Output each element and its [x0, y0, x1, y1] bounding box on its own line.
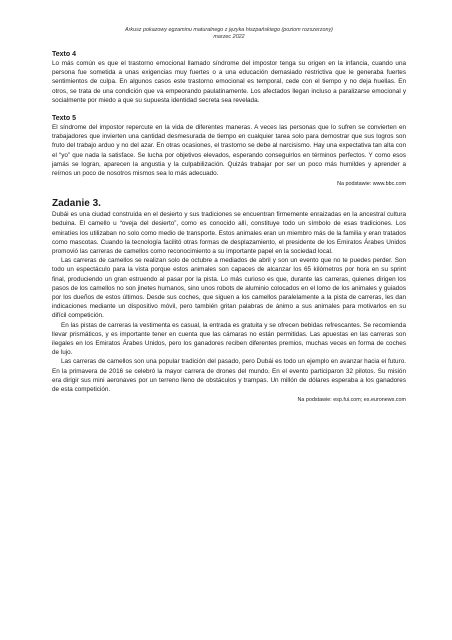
texto-5-section — [52, 114, 406, 188]
zadanie-paragraph-1: Dubái es una ciudad construida en el desierto y sus tradiciones se encuentran firmemente enraizadas en la ancestral cultura beduina. El camello u “oveja del desierto”, como es conocido allí, constituye todo un símbolo de esas tradiciones. Los emiratíes los utilizaban no solo como medio de transporte. Estos animales eran un miembro más de la familia y eran tratados como mascotas. Cuando la tecnología facilitó otras formas de desplazamiento, el presidente de los Emiratos Árabes Unidos promovió las carreras de camellos como reconocimiento a su importante papel en la sociedad local. — [52, 211, 406, 256]
zadanie-source: Na podstawie: esp.fui.com; es.euronews.com — [297, 397, 406, 404]
texto-5-source: Na podstawie: www.bbc.com — [337, 181, 406, 188]
texto-5-label: Texto 5 — [52, 115, 76, 123]
zadanie-title: Zadanie 3. — [52, 198, 101, 210]
zadanie-paragraph-3: En las pistas de carreras la vestimenta es casual, la entrada es gratuita y se ofrecen bebidas refrescantes. Se recomienda llevar prismáticos, y es importante tener en cuenta que las cámaras no están permitidas. Las apuestas en las carreras son ilegales en los Emiratos Árabes Unidos, pero los ganadores reciben diferentes premios, muchas veces en forma de coches de lujo. — [52, 321, 406, 357]
header-date: marzec 2022 — [213, 34, 245, 40]
document-page — [52, 0, 406, 404]
header-exam-title: Arkusz pokazowy egzaminu maturalnego z języka hiszpańskiego (poziom rozszerzony) — [125, 27, 333, 33]
texto-4-label: Texto 4 — [52, 51, 76, 58]
zadanie-text — [52, 210, 406, 394]
texto-5-body: El síndrome del impostor repercute en la vida de diferentes maneras. A veces las personas que lo sufren se convierten en trabajadores que invierten una cantidad desmesurada de tiempo en cualquier tarea solo para demostrar que sus logros son fruto del trabajo arduo y no del azar. En otras ocasiones, el trastorno se debe al narcisismo. Hay una expectativa tan alta con el “yo” que nada la satisface. Se lucha por objetivos elevados, esperando conseguirlos en términos perfectos. Y como esos jamás se logran, aparecen la angustia y la culpabilización. Quizás trabajar por ser un poco más humildes y aprender a reírnos un poco de nosotros mismos sea lo más adecuado. — [52, 124, 406, 178]
page-header — [52, 0, 406, 41]
zadanie-paragraph-2: Las carreras de camellos se realizan solo de octubre a mediados de abril y son un evento que no te puedes perder. Son todo un espectáculo para la vista porque estos animales son capaces de alcanzar los 65 kilómetros por hora en su sprint final, produciendo un gran estruendo al pasar por la pista. Lo más curioso es que, durante las carreras, quienes dirigen los pasos de los camellos no son jinetes humanos, sino unos robots de aluminio colocados en el lomo de los animales y guiados por los dueños de estos últimos. Desde sus coches, que siguen a los camellos paralelamente a la pista de carreras, les dan indicaciones mediante un dispositivo móvil, pero también gritan palabras de ánimo a sus animales para motivarlos en su difícil competición. — [52, 257, 406, 320]
texto-4-section — [52, 50, 406, 105]
texto-4-body: Lo más común es que el trastorno emocional llamado síndrome del impostor tenga su origen en la infancia, cuando una persona fue sometida a unas exigencias muy fuertes o a una educación demasiado restrictiva que le generaba fuertes sentimientos de culpa. En algunos casos este trastorno emocional es temporal, cede con el tiempo y no deja huellas. En otros, se trata de una condición que va empeorando paulatinamente. Los afectados llegan incluso a paralizarse emocional y socialmente por miedo a que su supuesta identidad secreta sea revelada. — [52, 60, 406, 104]
zadanie-paragraph-4: Las carreras de camellos son una popular tradición del pasado, pero Dubái es todo un ejemplo en avanzar hacia el futuro. En la primavera de 2016 se celebró la mayor carrera de drones del mundo. En el evento participaron 32 pilotos. Su misión era dirigir sus mini aeronaves por un terreno lleno de obstáculos y trampas. Un millón de dólares esperaba a los ganadores de esta competición. — [52, 358, 406, 394]
